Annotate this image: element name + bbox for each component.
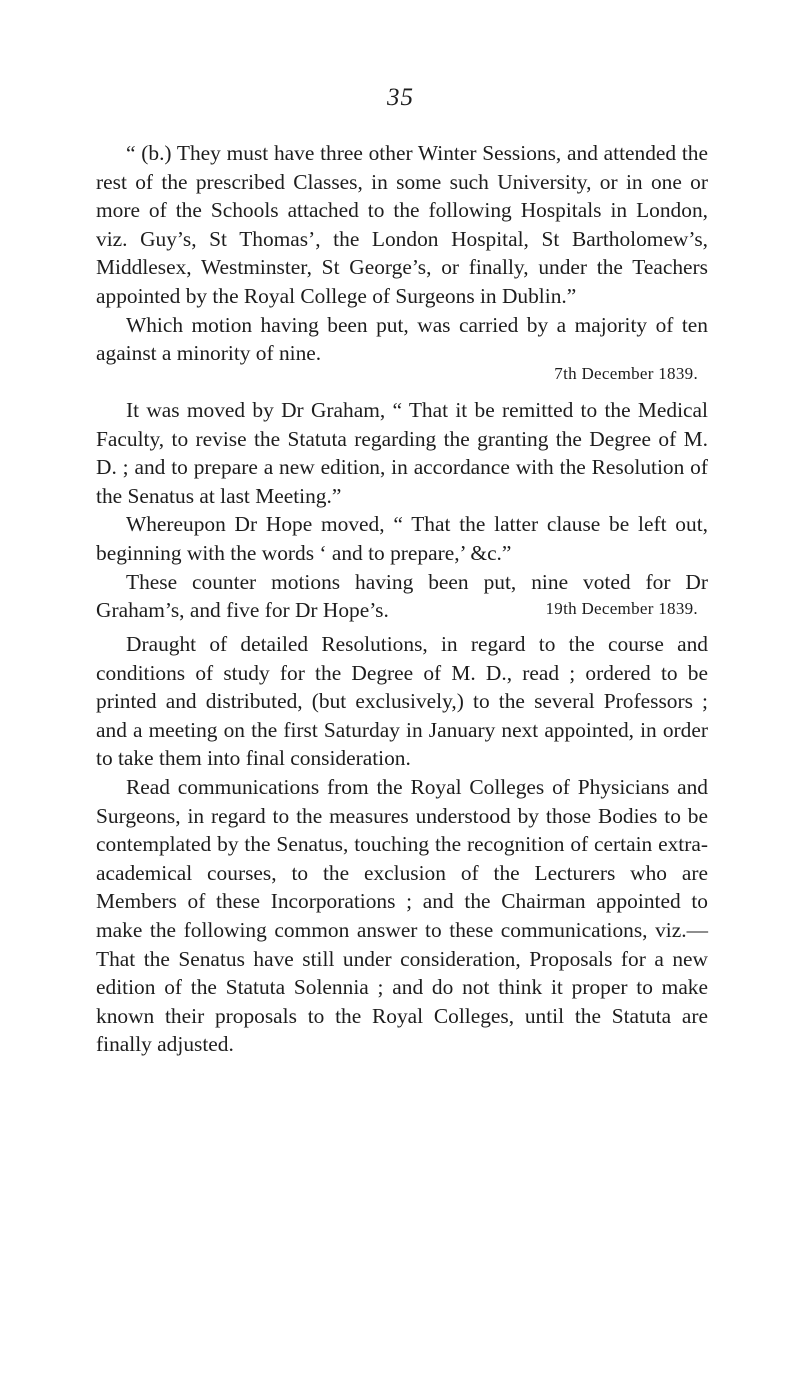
paragraph-draught-resolutions: Draught of detailed Resolutions, in regard to the course and conditions of study for the Degree of M. D., read ; ordered to be printed and distributed, (but exclusively,) to the several Professors ; and a meeting on the first Saturday in January next appointed, in order to take them into final consideration.	[96, 632, 708, 771]
section-7-december	[96, 396, 708, 625]
paragraph-motion-carried: Which motion having been put, was carried by a majority of ten against a minority of nine.	[96, 312, 708, 366]
paragraph-hope-motion: Whereupon Dr Hope moved, “ That the latter clause be left out, beginning with the words ‘ and to prepare,’ &c.”	[96, 512, 708, 565]
paragraph-vote-result: These counter motions having been put, nine voted for Dr Graham’s, and five for Dr Hope’s.	[96, 569, 708, 623]
section-19-december	[96, 630, 708, 1059]
paragraph-resolution-b: “ (b.) They must have three other Winter Sessions, and attended the rest of the prescribed Classes, in some such University, or in one or more of the Schools attached to the following Hospitals in London, viz. Guy’s, St Thomas’, the London Hospital, St Bartholomew’s, Middlesex, Westminster, St George’s, or finally, under the Teachers appointed by the Royal College of Surgeons in Dublin.”	[96, 141, 708, 308]
page-number: 35	[387, 84, 414, 111]
date-heading-19-december: 19th December 1839.	[545, 599, 698, 618]
paragraph-royal-colleges: Read communications from the Royal Colleges of Physicians and Surgeons, in regard to the measures understood by those Bodies to be contemplated by the Senatus, touching the recognition of certain extra-academical courses, to the exclusion of the Lecturers who are Members of these Incorporations ; and the Chairman appointed to make the following common answer to these communications, viz.—That the Senatus have still under consideration, Proposals for a new edition of the Statuta Solennia ; and do not think it proper to make known their proposals to the Royal Colleges, until the Statuta are finally adjusted.	[96, 774, 708, 1057]
date-heading-7-december: 7th December 1839.	[554, 364, 698, 383]
section-resolution-b	[96, 139, 708, 368]
paragraph-graham-motion: It was moved by Dr Graham, “ That it be remitted to the Medical Faculty, to revise the Statuta regarding the granting the Degree of M. D. ; and to prepare a new edition, in accordance with the Resolution of the Senatus at last Meeting.”	[96, 398, 708, 508]
